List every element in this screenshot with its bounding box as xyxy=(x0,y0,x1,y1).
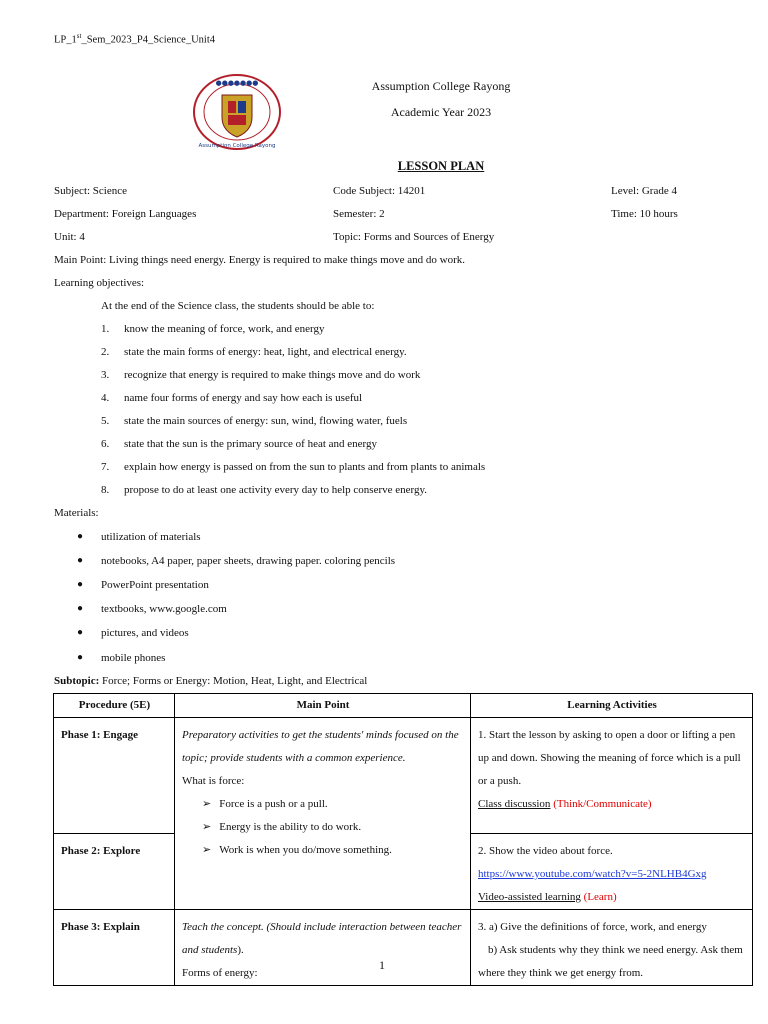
svg-text:Assumption College Rayong: Assumption College Rayong xyxy=(198,143,276,149)
arrow-icon: ➢ xyxy=(202,844,212,856)
table-row xyxy=(54,910,753,986)
explain-intro-end: ). xyxy=(237,944,244,956)
column-header: Learning Activities xyxy=(471,694,753,718)
objective-number: 3. xyxy=(101,369,110,381)
forms-of-energy-label: Forms of energy: xyxy=(182,967,258,979)
material-item: pictures, and videos xyxy=(101,627,189,639)
arrow-icon: ➢ xyxy=(202,798,212,810)
activity-skill: (Think/Communicate) xyxy=(553,798,652,810)
objective-number: 5. xyxy=(101,415,110,427)
engage-intro: Preparatory activities to get the students' minds focused on the topic; provide students with a common experience. xyxy=(182,729,459,764)
explain-activity xyxy=(471,910,753,986)
video-link[interactable]: https://www.youtube.com/watch?v=5-2NLHB4Gxg xyxy=(478,868,707,880)
arrow-icon: ➢ xyxy=(202,821,212,833)
objective-number: 1. xyxy=(101,323,110,335)
objective-text: recognize that energy is required to make things move and do work xyxy=(124,369,421,381)
objective-number: 7. xyxy=(101,461,110,473)
phase-explain: Phase 3: Explain xyxy=(54,910,175,986)
objective-number: 8. xyxy=(101,484,110,496)
objective-number: 2. xyxy=(101,346,110,358)
bullet-icon: ● xyxy=(77,555,84,566)
list-item: ➢ Energy is the ability to do work. xyxy=(202,821,362,833)
objective-text: propose to do at least one activity every day to help conserve energy. xyxy=(124,484,428,496)
table-header-row xyxy=(54,694,753,718)
material-item: utilization of materials xyxy=(101,531,201,543)
objective-text: state the main sources of energy: sun, wind, flowing water, fuels xyxy=(124,415,408,427)
doc-code-sup: st xyxy=(76,32,82,40)
subtopic xyxy=(54,675,367,687)
svg-text:●●●●●●●: ●●●●●●● xyxy=(215,79,259,87)
bullet-icon: ● xyxy=(77,531,84,542)
objective-number: 6. xyxy=(101,438,110,450)
explain-activity-b: b) Ask students why they think we need energy. Ask them where they think we get energy from. xyxy=(478,944,743,979)
subtopic-text: Force; Forms or Energy: Motion, Heat, Light, and Electrical xyxy=(99,675,368,687)
objective-text: know the meaning of force, work, and energy xyxy=(124,323,325,335)
bullet-icon: ● xyxy=(77,603,84,614)
academic-year: Academic Year 2023 xyxy=(390,105,492,119)
column-header: Procedure (5E) xyxy=(54,694,175,718)
phase-explore: Phase 2: Explore xyxy=(54,834,175,910)
doc-code-prefix: LP_1 xyxy=(54,34,77,46)
phase-engage: Phase 1: Engage xyxy=(54,718,175,834)
explore-activity-text: 2. Show the video about force. xyxy=(478,845,613,857)
time-field: Time: 10 hours xyxy=(611,208,678,220)
explore-activity xyxy=(471,834,753,910)
force-question: What is force: xyxy=(182,775,245,787)
explain-intro: Teach the concept. (Should include interaction between teacher and students xyxy=(182,921,462,956)
level-field: Level: Grade 4 xyxy=(611,185,677,197)
material-item: PowerPoint presentation xyxy=(101,579,209,591)
material-item: mobile phones xyxy=(101,652,166,664)
topic-field: Topic: Forms and Sources of Energy xyxy=(333,231,495,243)
objective-text: explain how energy is passed on from the sun to plants and from plants to animals xyxy=(124,461,486,473)
school-logo xyxy=(192,73,282,151)
explain-main-point xyxy=(175,910,471,986)
objective-text: state the main forms of energy: heat, light, and electrical energy. xyxy=(124,346,407,358)
objective-text: name four forms of energy and say how each is useful xyxy=(124,392,363,404)
engage-activity xyxy=(471,718,753,834)
subtopic-label: Subtopic: xyxy=(54,675,100,687)
main-point: Main Point: Living things need energy. Energy is required to make things move and do work. xyxy=(54,254,466,266)
unit-field: Unit: 4 xyxy=(54,231,85,243)
bullet-icon: ● xyxy=(77,627,84,638)
material-item: notebooks, A4 paper, paper sheets, drawing paper. coloring pencils xyxy=(101,555,396,567)
objective-text: state that the sun is the primary source of heat and energy xyxy=(124,438,378,450)
page-number: 1 xyxy=(379,958,385,972)
semester-field: Semester: 2 xyxy=(333,208,385,220)
engage-activity-text: 1. Start the lesson by asking to open a door or lifting a pen up and down. Showing the meaning of force which is a pull or a push. xyxy=(478,729,741,787)
activity-skill: (Learn) xyxy=(583,891,617,903)
column-header: Main Point xyxy=(175,694,471,718)
materials-heading: Materials: xyxy=(54,507,99,519)
document-code xyxy=(54,32,215,46)
school-name: Assumption College Rayong xyxy=(371,79,511,93)
material-item: textbooks, www.google.com xyxy=(101,603,227,615)
subject-field: Subject: Science xyxy=(54,185,128,197)
procedure-table xyxy=(53,693,753,986)
doc-code-suffix: _Sem_2023_P4_Science_Unit4 xyxy=(81,34,216,46)
bullet-icon: ● xyxy=(77,652,84,663)
objectives-heading: Learning objectives: xyxy=(54,277,145,289)
table-row xyxy=(54,718,753,834)
department-field: Department: Foreign Languages xyxy=(54,208,197,220)
code-subject-field: Code Subject: 14201 xyxy=(333,185,426,197)
activity-type: Class discussion xyxy=(478,798,551,810)
objectives-intro: At the end of the Science class, the students should be able to: xyxy=(101,300,375,312)
activity-type: Video-assisted learning xyxy=(478,891,581,903)
engage-main-point xyxy=(175,718,471,910)
objective-number: 4. xyxy=(101,392,110,404)
bullet-icon: ● xyxy=(77,579,84,590)
list-item: ➢ Work is when you do/move something. xyxy=(202,844,392,856)
list-item: ➢ Force is a push or a pull. xyxy=(202,798,328,810)
lesson-plan-title: LESSON PLAN xyxy=(397,159,485,173)
explain-activity-a: 3. a) Give the definitions of force, work, and energy xyxy=(478,921,707,933)
